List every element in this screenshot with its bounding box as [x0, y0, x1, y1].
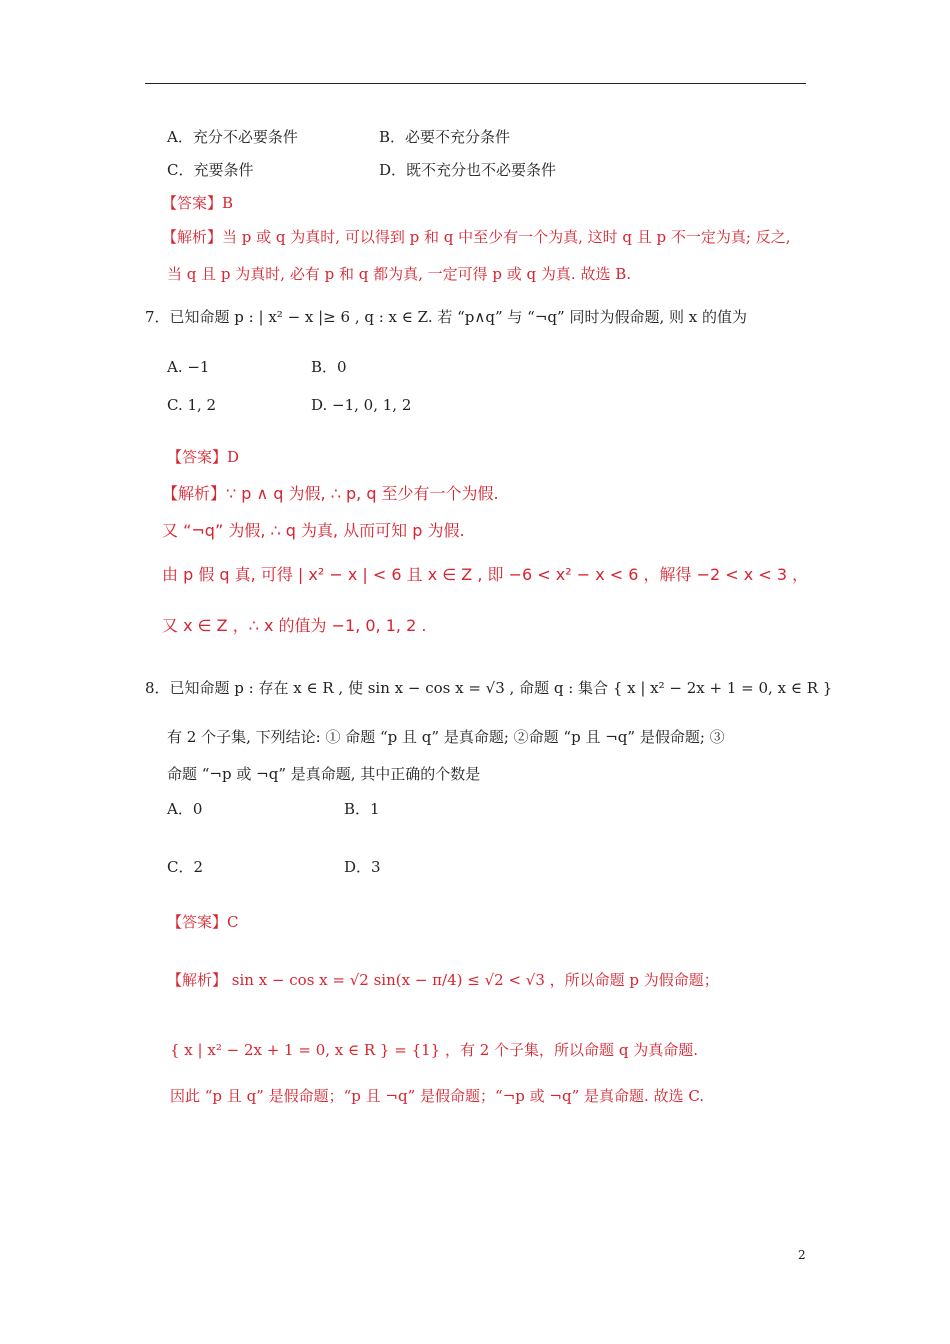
q8-analysis-line-3: 因此 “p 且 q” 是假命题；“p 且 ¬q” 是假命题；“¬p 或 ¬q” 是真命题. 故选 C. [170, 1087, 705, 1105]
prev-option-c: C．充要条件 [167, 161, 254, 179]
q8-stem-line-1: 8．已知命题 p : 存在 x ∈ R , 使 sin x − cos x = √3 , 命题 q : 集合 { x | x² − 2x + 1 = 0, x ∈ R } [145, 679, 833, 697]
q7-analysis-line-4: 又 x ∈ Z ，∴ x 的值为 −1, 0, 1, 2 . [162, 616, 427, 635]
prev-option-d: D．既不充分也不必要条件 [379, 161, 557, 179]
page-number: 2 [798, 1248, 806, 1262]
q7-option-c: C. 1, 2 [167, 396, 217, 414]
q7-option-d: D. −1, 0, 1, 2 [311, 396, 412, 414]
q7-analysis-line-3: 由 p 假 q 真, 可得 | x² − x | < 6 且 x ∈ Z , 即 −6 < x² − x < 6 ，解得 −2 < x < 3 ， [162, 565, 809, 584]
prev-analysis-line-1: 【解析】当 p 或 q 为真时, 可以得到 p 和 q 中至少有一个为真, 这时 q 且 p 不一定为真; 反之, [162, 228, 791, 246]
q8-option-d: D．3 [344, 858, 381, 876]
q7-analysis-line-2: 又 “¬q” 为假, ∴ q 为真, 从而可知 p 为假. [162, 521, 465, 540]
q7-option-b: B．0 [311, 358, 347, 376]
q8-stem-line-2: 有 2 个子集, 下列结论: ① 命题 “p 且 q” 是真命题; ②命题 “p 且 ¬q” 是假命题; ③ [167, 728, 725, 746]
q7-option-a: A. −1 [167, 358, 210, 376]
q8-option-b: B．1 [344, 800, 380, 818]
q8-answer: 【答案】C [167, 913, 239, 931]
prev-option-b: B．必要不充分条件 [379, 128, 511, 146]
prev-analysis-line-2: 当 q 且 p 为真时, 必有 p 和 q 都为真, 一定可得 p 或 q 为真. 故选 B. [167, 265, 631, 283]
q8-option-c: C．2 [167, 858, 204, 876]
q7-answer: 【答案】D [167, 448, 240, 466]
prev-answer: 【答案】B [162, 194, 234, 212]
prev-option-a: A．充分不必要条件 [167, 128, 298, 146]
q8-stem-line-3: 命题 “¬p 或 ¬q” 是真命题, 其中正确的个数是 [167, 765, 481, 783]
q8-analysis-line-1: 【解析】 sin x − cos x = √2 sin(x − π/4) ≤ √2 < √3 ，所以命题 p 为假命题； [167, 971, 719, 989]
q7-stem: 7．已知命题 p : | x² − x |≥ 6 , q : x ∈ Z. 若 “p∧q” 与 “¬q” 同时为假命题, 则 x 的值为 [145, 308, 747, 326]
q8-analysis-line-2: { x | x² − 2x + 1 = 0, x ∈ R } = {1} ，有 2 个子集，所以命题 q 为真命题. [170, 1041, 698, 1059]
q8-option-a: A．0 [167, 800, 203, 818]
header-rule [145, 83, 806, 84]
q7-analysis-line-1: 【解析】∵ p ∧ q 为假, ∴ p, q 至少有一个为假. [162, 484, 499, 503]
